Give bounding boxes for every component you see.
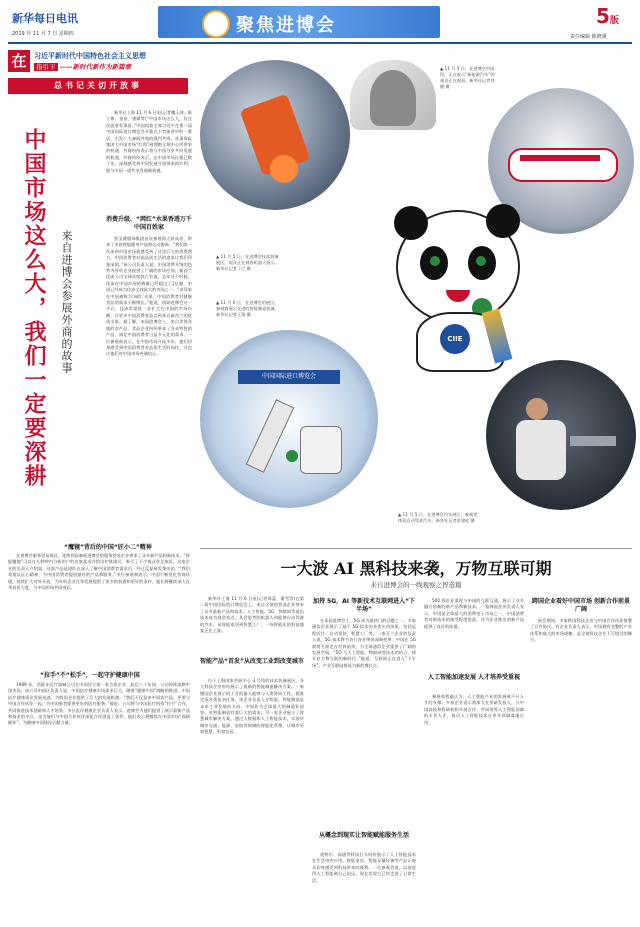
column-line1: 习近平新时代中国特色社会主义思想 [34, 52, 146, 60]
masthead [0, 0, 640, 44]
tech-body3-paragraph: 英特尔、高通等科技巨头纷纷展示了人工智能技术在生活中的应用。智能家居、智能穿戴设备等产品让观众切身感受到科技带来的便利。一位参观者说，以前觉得人工智能离自己很远，现在发现它已经走进了日常生活。 [312, 852, 416, 883]
page-number-suffix: 版 [609, 16, 619, 26]
banner-emblem-icon [202, 10, 230, 38]
date-line: 2019 年 11 月 7 日 星期四 [12, 31, 74, 37]
tech-subhead-3: 从概念到现实让智能赋能服务生活 [318, 832, 409, 839]
booth-robot-base [300, 426, 342, 474]
column-box-char: 在 [8, 50, 30, 72]
editor-line: 责任编辑 陈晓溪 [570, 34, 607, 40]
column-line2 [34, 62, 131, 71]
tech-body4-paragraph: 参展商普遍认为，人工智能产业的发展离不开人才的支撑。多家企业表示将加大在华研发投入，与中国高校和科研机构开展合作，共同培养人工智能领域的专业人才，推动人工智能技术在更多领域落地应用。 [424, 694, 524, 725]
tech-body1-paragraph: 位于上海国家会展中心 3 号馆的技术装备展区，各大科技企业纷纷展示了最新的智能制造解决方案。一家德国企业展示的工业机器人能够与人类协同工作，精准完成各类复杂任务。该企业负责人介绍说，智能制造是未来工业发展的方向，中国作为全球最大的制造业国家，对智能制造有着巨大的需求。另一家企业展示了智慧城市解决方案，通过大数据和人工智能技术，实现对城市交通、能源、安防等领域的智能化管理，让城市更加智慧、更加宜居。 [200, 678, 304, 735]
caption-3: ▲ 11 月 6 日，在进博会的展区，参展商展示先进的智能制造装备。新华社记者王翔 摄 [216, 300, 279, 317]
page-number-digit: 5 [596, 4, 610, 28]
tech-body5-paragraph: 展会期间，多家跨国科技企业与中国合作伙伴签署了合作协议。有企业负责人表示，中国拥有完整的产业体系和庞大的市场规模，是全球科技企业不可错过的舞台。 [530, 618, 632, 643]
mascot-ear-right [486, 204, 520, 238]
masthead-rule [8, 42, 632, 44]
col3-text [8, 553, 190, 663]
booth-sign: 中国国际进口博览会 [238, 370, 340, 384]
tech-col2-body [312, 618, 416, 828]
tech-divider [200, 548, 632, 549]
booth-robot-arm [246, 399, 295, 473]
tech-col4-body [530, 618, 632, 918]
tech-subtitle: 来自进博会的一线观察之智造篇 [370, 581, 462, 589]
headline-subtitle: 来自进博会参展外商的故事 [60, 230, 73, 374]
car-driver-shape [526, 398, 548, 420]
mascot-eye-right-highlight [476, 256, 486, 266]
caption-4: ▲ 11 月 5 日，在进博会汽车展区，参观者体验自动驾驶汽车。新华社记者张建松 摄 [398, 512, 478, 523]
booth-robot-light [286, 450, 298, 462]
mascot-ear-left [394, 206, 428, 240]
tech-col1-lead [200, 596, 304, 656]
col4-text [8, 682, 190, 918]
subhead-2: “魔镜”背后的中国“匠小二”精神 [64, 544, 152, 551]
photo-robot-arm [200, 60, 350, 210]
page-number [596, 4, 619, 28]
intro-text [106, 110, 192, 212]
photo-autonomous-car [486, 360, 636, 510]
tech-col3-lead [424, 598, 524, 670]
factory-machine-accent [520, 155, 600, 161]
subhead-3: “拉手”不“松手”，一起守护健康中国 [40, 672, 140, 679]
tech-lead-paragraph: 新华社上海 11 月 6 日电(记者周蕊、董雪等)在第二届中国国际进口博览会上，来自全球的智造企业带来了众多最新产品和技术，人工智能、5G、物联网等前沿技术成为展会亮点。从会思考的机器人到能够自动驾驶的汽车，从智能家居到智慧工厂，一场智能化的科技盛宴正在上演。 [200, 596, 304, 634]
tech-headline: 一大波 AI 黑科技来袭，万物互联可期 [280, 559, 552, 578]
section-title: 聚焦进博会 [236, 15, 336, 36]
col2-paragraph: 凯圣澳服饰集团首次参展即大获成功，带来了多款智能健身产品和运动服饰。“我们第一次来到中国市场就感受到了这里巨大的消费潜力，中国消费者对高品质生活的追求让我们印象深刻。”该公司负责人说，中国消费升级的趋势为外资企业提供了广阔的市场空间。新西兰佳沛公司全球首席执行官说，去年这个时候，佳沛在中国市场的销量已经超过了1亿箱，中国已经成为佳沛全球最大的市场之一。“奇异果在中国被称为‘网红’水果，中国消费者对健康食品的需求不断增长。”他说，借助进博会这一平台，佳沛希望进一步扩大在中国的市场份额，让更多中国消费者品尝到来自新西兰的优质水果。据了解，本届进博会上，来自世界各地的农产品、食品企业纷纷带来了各具特色的产品，满足中国消费者日益多元化的需求。一位参展商表示，在中国市场开拓多年，他们切身感受到中国消费者对品质生活的向往，这也让他们对中国市场充满信心。 [106, 236, 192, 357]
mascot-panda [376, 200, 546, 370]
car-seat-shape [516, 420, 566, 480]
tech-col1-body [200, 678, 304, 918]
sculpture-shape [370, 70, 416, 126]
caption-2: ▲ 11 月 5 日，在进博会技术装备展区，观众正在观看机器人展示。新华社记者丁汀 摄 [216, 254, 279, 271]
column-line2-rest: ——新时代新作为新篇章 [59, 63, 132, 71]
tech-col3-paragraph: 500 强企业重视与中国的互联互通，展示了众多融合创新的新产品和新技术。一家韩国企业负责人表示，中国是全球最大的消费电子市场之一，中国消费者对新技术的接受程度很高，这为企业推出创新产品提供了良好的环境。 [424, 598, 524, 629]
column-banner: 总书记关切开放事 [8, 78, 188, 94]
factory-machine-shape [508, 148, 618, 182]
paper-name: 新华每日电讯 [12, 12, 78, 25]
section-banner [158, 6, 440, 38]
tech-subhead-5: 跨国企业看好中国市场 创新合作前景广阔 [531, 598, 631, 613]
tech-subhead-2: 加持 5G，AI 等新技术互联网进入“下半场” [312, 598, 416, 613]
caption-1: ▲ 11 月 5 日，在进博会中国馆，正在展示“新能源汽车”的观众正在观看。新华社记者刘健 摄 [440, 66, 495, 89]
tech-col2-tail [312, 852, 416, 918]
tech-subhead-4: 人工智能加速发展 人才培养受重视 [427, 674, 521, 681]
intro-paragraph: 新华社上海 11 月 6 日电(记者魏玉坤、陈立彬、金良、唐斌等)“中国市场这么大，仅这次就要有事看。”中国国家主席习近平在第二届中国国际进口博览会开幕式主旨演讲中的一番话，引发广大参展外商的强烈共鸣。从事保险集团大中国市场“红利”到拥抱全球中心所带来的机遇，外商纷纷表示将与中国分享共同发展的机遇，外商纷纷表示，在中国市场扎根已数十年，深刻感受到中国发展开放带来的红利，愿与中国一道共享发展新机遇。 [106, 110, 192, 173]
photo-sculpture [350, 60, 436, 130]
col2-text [106, 236, 192, 536]
tech-subhead-1: 智能产品“首发”从改变工业到改变城市 [200, 658, 304, 665]
robot-arm-joint [270, 155, 298, 183]
tech-col3-body [424, 694, 524, 918]
col3-paragraph: 在进博会服务贸易展区，连续两届参展进博会的服务贸易企业带来了众多新产品和新技术。“智能魔镜”可以在几秒钟内分析用户的皮肤状况并给出护肤建议，吸引了不少观众驻足体验。这家企业的负责人介绍说，这款产品是团队在深入了解中国消费者需求后，经过反复研发推出的。“我们希望以匠心精神，为中国消费者提供最好的产品和服务。”多位参展商表示，中国不断优化营商环境，持续扩大对外开放，为外资企业在华发展提供了更多的机遇和更好的条件。他们将继续加大在华投资力度，与中国市场共同成长。 [8, 553, 190, 591]
col4-paragraph: 1989 年，西班牙医疗器械公司在中国设立第一家合资企业，此后三十年间，公司持续深耕中国市场。该公司中国区负责人说，中国医疗健康市场需求巨大，随着“健康中国”战略的推进，中国医疗健康事业发展迅速，为跨国企业提供了巨大的发展机遇。“我们不仅是来中国卖产品，更要与中国合作伙伴一起，为中国患者提供更好的医疗服务。”他说，公司将与中国医疗机构“拉手”合作，共同推进技术创新和人才培养。多位医疗健康企业负责人表示，进博会为他们提供了展示最新产品和技术的平台，也为他们与中国合作伙伴深化合作创造了条件。他们表示将继续在中国市场“深耕细作”，为健康中国建设贡献力量。 [8, 682, 190, 726]
column-line2-tag: 指引下 [36, 63, 56, 71]
car-dashboard-shape [570, 436, 616, 446]
column-header [8, 50, 190, 106]
photo-robot-booth [200, 330, 378, 508]
tech-body2-paragraph: 在本届进博会上，5G 成为最热门的话题之一。多家通信企业展示了基于 5G 技术的各类应用场景，包括远程医疗、自动驾驶、智慧工厂等。一家芬兰企业的负责人说，5G 技术将为各行各业带来深刻变革，中国在 5G 商用方面走在世界前列，为全球通信企业提供了广阔的发展空间。“5G 与人工智能、物联网等技术的结合，将开启万物互联的新时代。”他说，互联网正在进入“下半场”，产业互联网将成为新的增长点。 [312, 618, 416, 668]
mascot-eye-left-highlight [430, 256, 440, 266]
mascot-badge: CIIE [440, 324, 470, 354]
subhead-1: 消费升级、“网红”水果香透万千中国百姓家 [106, 216, 192, 231]
main-headline: 中国市场这么大，我们一定要深耕 [21, 128, 46, 488]
